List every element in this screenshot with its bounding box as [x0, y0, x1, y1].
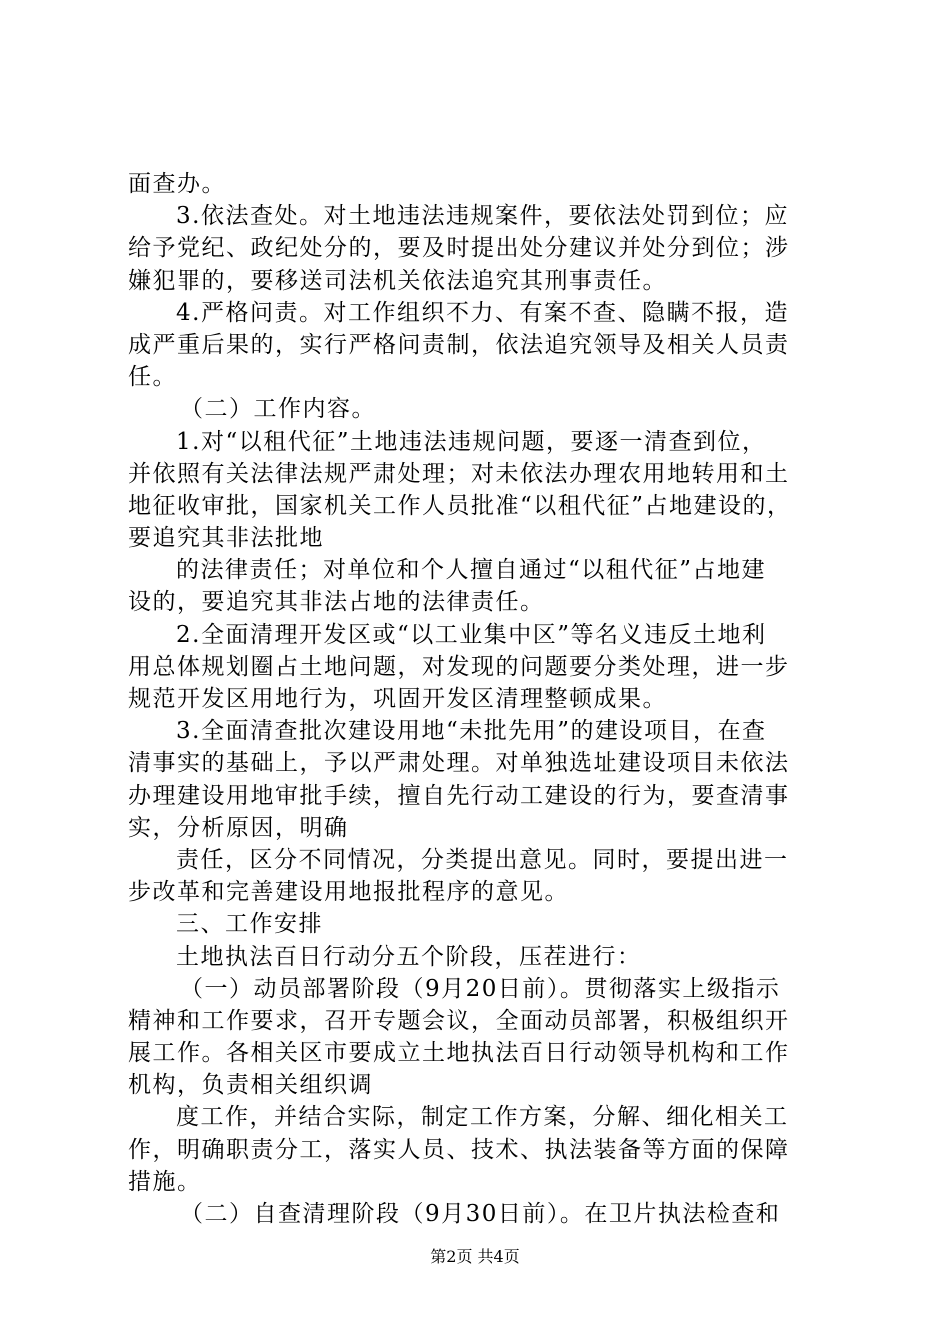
paragraph-line: 4.严格问责。对工作组织不力、有案不查、隐瞒不报，造: [176, 299, 789, 326]
paragraph-line: 步改革和完善建设用地报批程序的意见。: [128, 879, 569, 906]
paragraph-line: 责任，区分不同情况，分类提出意见。同时，要提出进一: [176, 846, 789, 873]
paragraph-line: （一）动员部署阶段（9月20日前）。贯彻落实上级指示: [180, 975, 781, 1002]
paragraph-line: 2.全面清理开发区或“以工业集中区”等名义违反土地利: [176, 621, 767, 648]
section-heading: （二）工作内容。: [180, 396, 376, 423]
paragraph-line: 土地执法百日行动分五个阶段，压茬进行：: [176, 943, 642, 970]
page-footer: 第2页 共4页: [430, 1247, 520, 1266]
paragraph-line: 嫌犯罪的，要移送司法机关依法追究其刑事责任。: [128, 267, 667, 294]
paragraph-line: 给予党纪、政纪处分的，要及时提出处分建议并处分到位；涉: [128, 235, 790, 262]
section-heading: 三、工作安排: [176, 911, 323, 938]
paragraph-line: 用总体规划圈占土地问题，对发现的问题要分类处理，进一步: [128, 653, 790, 680]
paragraph-line: 要追究其非法批地: [128, 525, 324, 552]
paragraph-line: 精神和工作要求，召开专题会议，全面动员部署，积极组织开: [128, 1007, 790, 1034]
paragraph-line: 的法律责任；对单位和个人擅自通过“以租代征”占地建: [176, 557, 767, 584]
paragraph-line: 成严重后果的，实行严格问责制，依法追究领导及相关人员责: [128, 331, 790, 358]
paragraph-line: 清事实的基础上，予以严肃处理。对单独选址建设项目未依法: [128, 750, 790, 777]
paragraph-line: 展工作。各相关区市要成立土地执法百日行动领导机构和工作: [128, 1040, 790, 1067]
paragraph-line: 作，明确职责分工，落实人员、技术、执法装备等方面的保障: [128, 1136, 790, 1163]
paragraph-line: 机构，负责相关组织调: [128, 1072, 373, 1099]
paragraph-line: 3.全面清查批次建设用地“未批先用”的建设项目，在查: [176, 718, 767, 745]
paragraph-line: 措施。: [128, 1168, 202, 1195]
document-body: [128, 168, 840, 1230]
paragraph-line: 地征收审批，国家机关工作人员批准“以租代征”占地建设的，: [128, 492, 792, 519]
paragraph-line: 实，分析原因，明确: [128, 814, 349, 841]
paragraph-line: （二）自查清理阶段（9月30日前）。在卫片执法检查和: [180, 1201, 781, 1227]
paragraph-line: 并依照有关法律法规严肃处理；对未依法办理农用地转用和土: [128, 460, 790, 487]
paragraph-line: 办理建设用地审批手续，擅自先行动工建设的行为，要查清事: [128, 782, 790, 809]
paragraph-line: 任。: [128, 364, 177, 391]
paragraph-line: 1.对“以租代征”土地违法违规问题，要逐一清查到位，: [176, 428, 767, 455]
paragraph-line: 度工作，并结合实际，制定工作方案，分解、细化相关工: [176, 1104, 789, 1131]
paragraph-line: 3.依法查处。对土地违法违规案件，要依法处罚到位；应: [176, 203, 789, 230]
paragraph-line: 设的，要追究其非法占地的法律责任。: [128, 589, 545, 616]
paragraph-line: 面查办。: [128, 171, 226, 197]
paragraph-line: 规范开发区用地行为，巩固开发区清理整顿成果。: [128, 686, 667, 712]
